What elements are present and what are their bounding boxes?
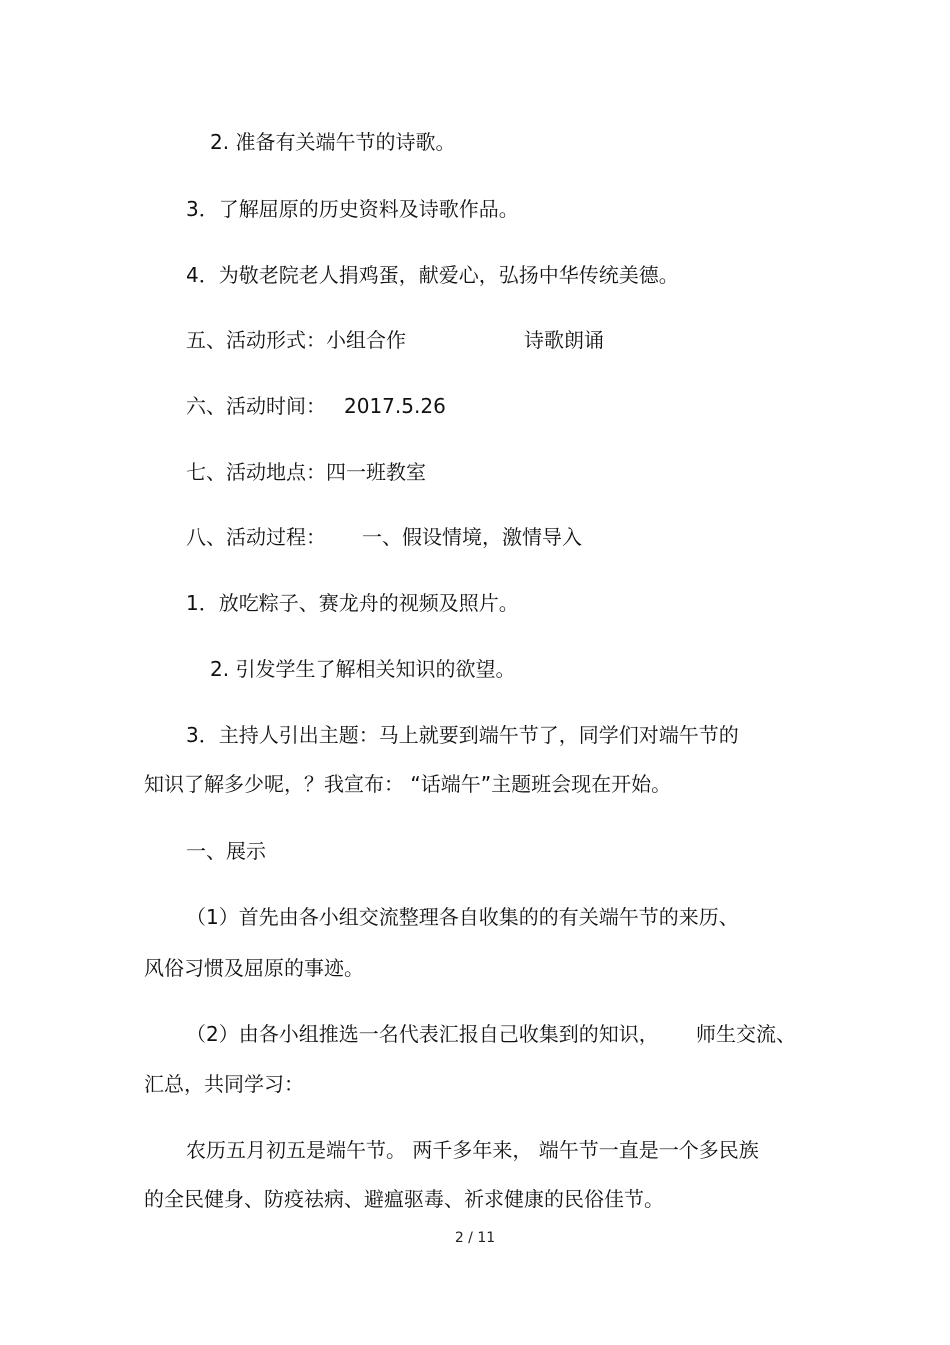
- body-paragraph: 农历五月初五是端午节。 两千多年来， 端午节一直是一个多民族: [186, 1138, 759, 1162]
- section-eight-process: 八、活动过程：: [186, 525, 326, 549]
- section-six-date: 2017.5.26: [344, 394, 446, 418]
- list-item-3: 3．了解屈原的历史资料及诗歌作品。: [186, 197, 519, 221]
- body-paragraph-cont: 的全民健身、防疫祛病、避瘟驱毒、祈求健康的民俗佳节。: [144, 1187, 664, 1211]
- process-item-3: 3．主持人引出主题：马上就要到端午节了，同学们对端午节的: [186, 723, 739, 747]
- display-item-2-cont: 汇总，共同学习：: [144, 1072, 304, 1096]
- display-item-2-tail: 师生交流、: [696, 1022, 796, 1046]
- page-number: 2 / 11: [454, 1230, 496, 1246]
- process-item-2: 2. 引发学生了解相关知识的欲望。: [210, 657, 516, 681]
- section-five-label: 五、活动形式：小组合作: [186, 328, 406, 352]
- display-item-1-cont: 风俗习惯及屈原的事迹。: [144, 956, 364, 980]
- display-item-2: （2）由各小组推选一名代表汇报自己收集到的知识，: [186, 1022, 659, 1046]
- section-five-value: 诗歌朗诵: [524, 328, 604, 352]
- section-six-time: [186, 393, 326, 419]
- section-five-form: [186, 327, 406, 353]
- process-item-3-cont: 知识了解多少呢，？我宣布： “话端午”主题班会现在开始。: [144, 772, 672, 796]
- display-heading: 一、展示: [186, 839, 266, 863]
- section-six-label: 六、活动时间：: [186, 394, 326, 418]
- process-item-1: 1．放吃粽子、赛龙舟的视频及照片。: [186, 591, 519, 615]
- display-item-1: （1）首先由各小组交流整理各自收集的的有关端午节的来历、: [186, 905, 739, 929]
- list-item-2: 2. 准备有关端午节的诗歌。: [210, 130, 456, 154]
- section-seven-place: 七、活动地点：四一班教室: [186, 460, 426, 484]
- subsection-one-heading: 一、假设情境，激情导入: [362, 525, 582, 549]
- list-item-4: 4．为敬老院老人捐鸡蛋，献爱心，弘扬中华传统美德。: [186, 263, 679, 287]
